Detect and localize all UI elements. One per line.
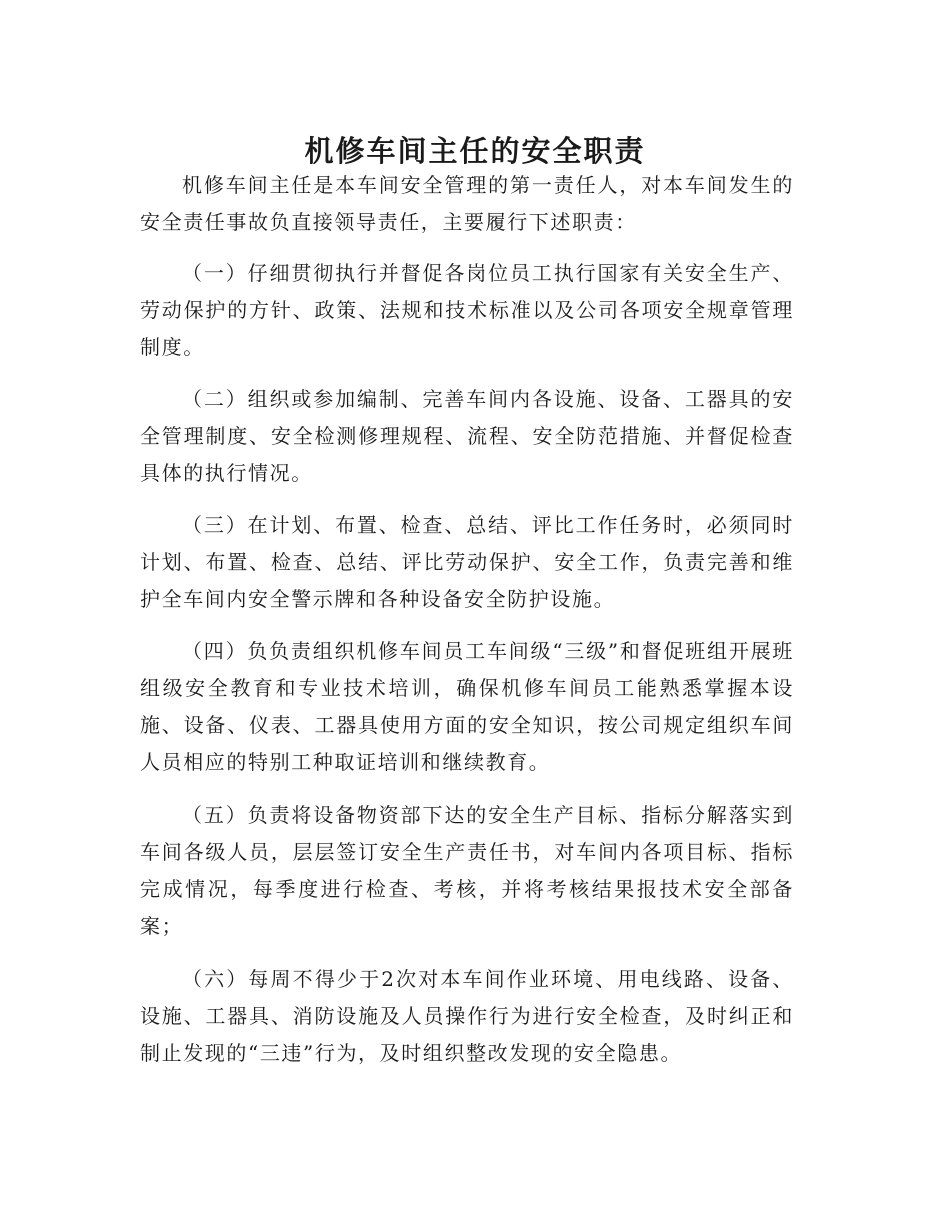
duty-item-3: （三）在计划、布置、检查、总结、评比工作任务时，必须同时计划、布置、检查、总结、评比劳动保护、安全工作，负责完善和维护全车间内安全警示牌和各种设备安全防护设施。 bbox=[140, 513, 794, 611]
duty-item-1: （一）仔细贯彻执行并督促各岗位员工执行国家有关安全生产、劳动保护的方针、政策、法规和技术标准以及公司各项安全规章管理制度。 bbox=[140, 261, 794, 359]
duty-item-5: （五）负责将设备物资部下达的安全生产目标、指标分解落实到车间各级人员，层层签订安全生产责任书，对车间内各项目标、指标完成情况，每季度进行检查、考核，并将考核结果报技术安全部备案； bbox=[140, 803, 794, 938]
duty-item-6: （六）每周不得少于2次对本车间作业环境、用电线路、设备、设施、工器具、消防设施及人员操作行为进行安全检查，及时纠正和制止发现的“三违”行为，及时组织整改发现的安全隐患。 bbox=[140, 967, 794, 1065]
intro-paragraph: 机修车间主任是本车间安全管理的第一责任人，对本车间发生的安全责任事故负直接领导责任，主要履行下述职责： bbox=[140, 173, 794, 234]
document-title: 机修车间主任的安全职责 bbox=[304, 134, 646, 169]
duty-item-4: （四）负负责组织机修车间员工车间级“三级”和督促班组开展班组级安全教育和专业技术培训，确保机修车间员工能熟悉掌握本设施、设备、仪表、工器具使用方面的安全知识，按公司规定组织车间人员相应的特别工种取证培训和继续教育。 bbox=[140, 639, 794, 774]
duty-item-2: （二）组织或参加编制、完善车间内各设施、设备、工器具的安全管理制度、安全检测修理规程、流程、安全防范措施、并督促检查具体的执行情况。 bbox=[140, 387, 794, 485]
